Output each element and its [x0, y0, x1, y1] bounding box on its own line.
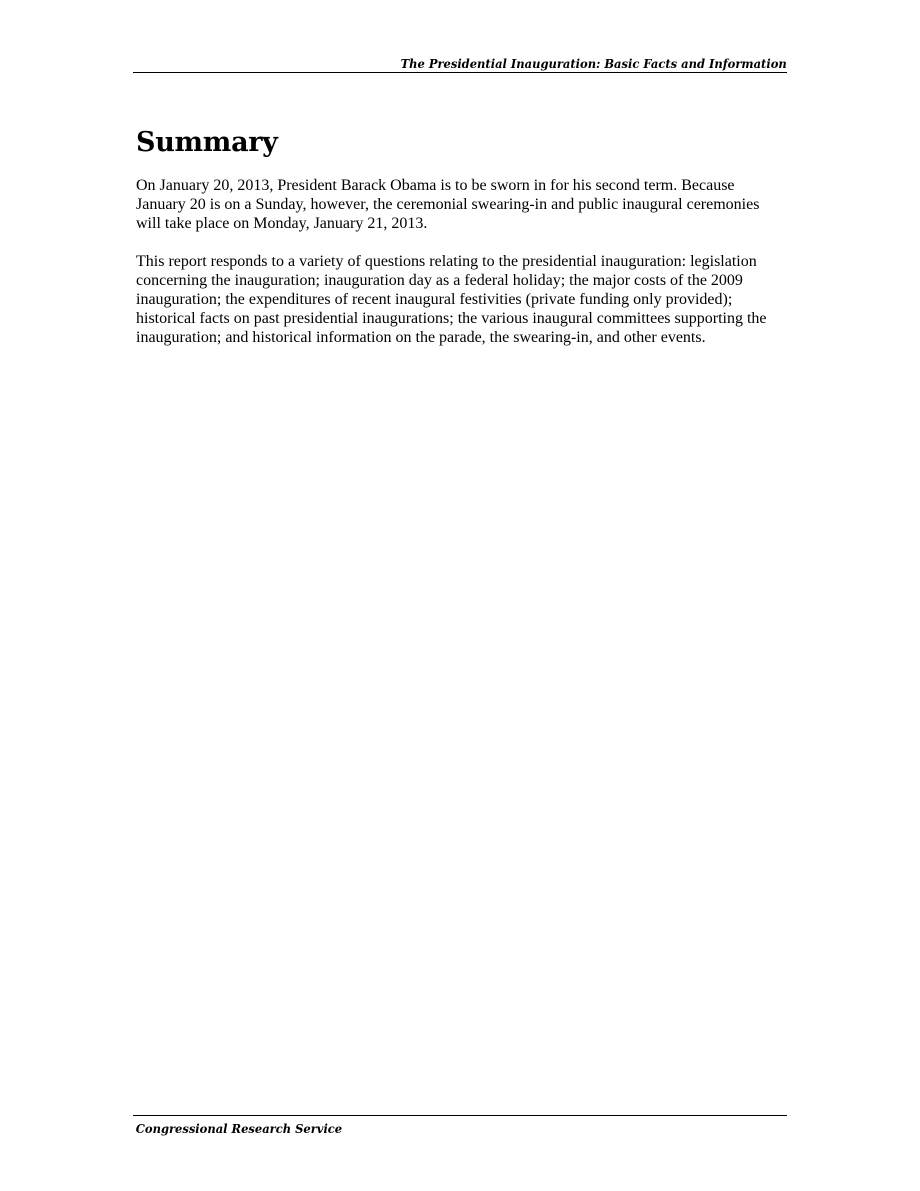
summary-paragraph-1: On January 20, 2013, President Barack Obama is to be sworn in for his second term. Because January 20 is on a Sunday, however, the ceremonial swearing-in and public inaugural ceremonies will take place on Monday, January 21, 2013.: [136, 177, 760, 232]
footer-organization: Congressional Research Service: [135, 1121, 343, 1136]
summary-section: [136, 124, 786, 347]
running-title: The Presidential Inauguration: Basic Facts and Information: [400, 56, 787, 71]
page-footer: [133, 1115, 787, 1138]
section-title: Summary: [136, 127, 278, 158]
summary-paragraph-2: This report responds to a variety of questions relating to the presidential inauguration: legislation concerning the inauguration; inauguration day as a federal holiday; the major costs of the 2009 inauguration; the expenditures of recent inaugural festivities (private funding only provided); historical facts on past presidential inaugurations; the various inaugural committees supporting the inauguration; and historical information on the parade, the swearing-in, and other events.: [136, 253, 767, 346]
page-header: [133, 55, 787, 73]
